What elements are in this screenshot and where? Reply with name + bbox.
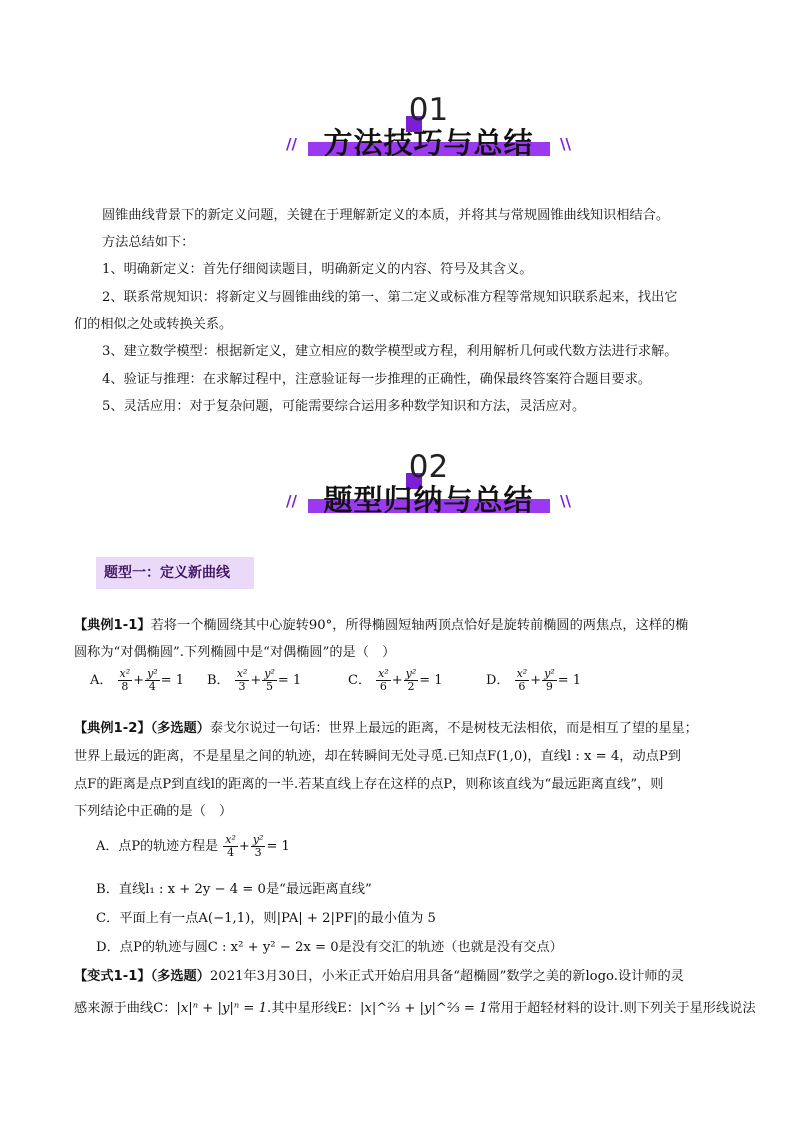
option-c: C． $\frac{\text{x²}}{6}$ + $\frac{\text{y²}}{2}$ = 1: [348, 667, 443, 693]
example-1-1-line1: 【典例1-1】若将一个椭圆绕其中心旋转90°，所得椭圆短轴两顶点恰好是旋转前椭圆的两焦点，这样的椭: [74, 618, 689, 633]
option-d: D．点P的轨迹与圆C : x² + y² − 2x = 0是没有交汇的轨迹（也就是没有交点）: [96, 940, 563, 955]
slash-right-icon: \\: [560, 135, 571, 153]
section-number: 01: [408, 92, 449, 128]
variant-1-1-line2: 感来源于曲线C：|x|ⁿ + |y|ⁿ = 1.其中星形线E：|x|^⅔ + |y|^⅔ = 1常用于超轻材料的设计.则下列关于星形线说法: [74, 1001, 756, 1016]
option-b: B．直线l₁ : x + 2y − 4 = 0是“最远距离直线”: [96, 882, 372, 897]
summary-line: 方法总结如下：: [102, 235, 195, 250]
section-banner-2: [286, 449, 571, 525]
option-d: D． $\frac{\text{x²}}{6}$ + $\frac{\text{y²}}{9}$ = 1: [486, 667, 582, 693]
example-1-2-line2: 世界上最远的距离，不是星星之间的轨迹，却在转瞬间无处寻觅.已知点F(1,0)，直线l : x = 4，动点P到: [74, 749, 681, 764]
slash-left-icon: //: [286, 492, 297, 510]
example-1-2-line3: 点F的距离是点P到直线l的距离的一半.若某直线上存在这样的点P，则称该直线为“最远距离直线”，则: [74, 777, 664, 792]
summary-line: 圆锥曲线背景下的新定义问题，关键在于理解新定义的本质，并将其与常规圆锥曲线知识相结合。: [102, 208, 670, 223]
example-tag: 【典例1-2】: [74, 721, 151, 736]
example-1-1-line2: 圆称为“对偶椭圆”.下列椭圆中是“对偶椭圆”的是（ ）: [74, 645, 396, 660]
summary-line: 2、联系常规知识：将新定义与圆锥曲线的第一、第二定义或标准方程等常规知识联系起来，找出它: [102, 290, 678, 305]
option-b: B． $\frac{\text{x²}}{3}$ + $\frac{\text{y²}}{5}$ = 1: [207, 667, 302, 693]
summary-line: 4、验证与推理：在求解过程中，注意验证每一步推理的正确性，确保最终答案符合题目要求。: [102, 372, 652, 387]
section-number: 02: [408, 449, 449, 485]
example-tag: 【典例1-1】: [74, 618, 151, 633]
option-c: C．平面上有一点A(−1,1)，则|PA| + 2|PF|的最小值为 5: [96, 911, 436, 926]
summary-line: 们的相似之处或转换关系。: [74, 317, 233, 332]
slash-right-icon: \\: [560, 492, 571, 510]
section-title: 题型归纳与总结: [323, 483, 534, 517]
option-a: A． $\frac{\text{x²}}{8}$ + $\frac{\text{y²}}{4}$ = 1: [90, 667, 184, 693]
example-1-2-line4: 下列结论中正确的是（ ）: [74, 804, 233, 819]
option-a: A．点P的轨迹方程是 $\frac{\text{x²}}{4}$ + $\frac{\text{y²}}{3}$ = 1: [96, 833, 290, 859]
summary-line: 5、灵活应用：对于复杂问题，可能需要综合运用多种数学知识和方法，灵活应对。: [102, 399, 586, 414]
section-banner-1: [286, 92, 571, 168]
section-title: 方法技巧与总结: [323, 126, 534, 160]
variant-1-1-line1: 【变式1-1】（多选题）2021年3月30日，小米正式开始启用具备“超椭圆”数学之美的新logo.设计师的灵: [74, 969, 684, 984]
example-1-2-line1: 【典例1-2】（多选题）泰戈尔说过一句话：世界上最远的距离，不是树枝无法相依，而是相互了望的星星；: [74, 721, 698, 736]
slash-left-icon: //: [286, 135, 297, 153]
question-type-header: 题型一：定义新曲线: [96, 557, 254, 589]
summary-line: 1、明确新定义：首先仔细阅读题目，明确新定义的内容、符号及其含义。: [102, 262, 533, 277]
variant-tag: 【变式1-1】: [74, 969, 151, 984]
summary-line: 3、建立数学模型：根据新定义，建立相应的数学模型或方程，利用解析几何或代数方法进行求解。: [102, 344, 678, 359]
